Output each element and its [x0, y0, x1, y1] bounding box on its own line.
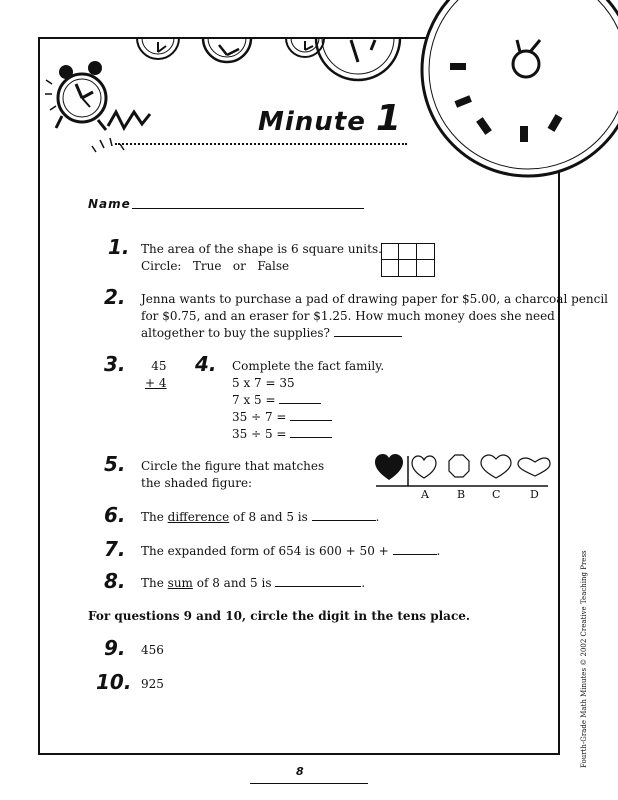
- title-word: Minute: [258, 107, 366, 137]
- question-number: 7.: [104, 537, 126, 561]
- question-7-text: The expanded form of 654 is 600 + 50 + .: [141, 544, 441, 558]
- choice-label-d[interactable]: D: [530, 488, 539, 501]
- title-underline: [115, 143, 407, 145]
- page-title: [258, 98, 402, 139]
- question-1-text: The area of the shape is 6 square units. Circle: True or False: [141, 242, 382, 273]
- copyright-credit: Fourth-Grade Math Minutes © 2002 Creative Teaching Press: [580, 550, 588, 768]
- question-number: 8.: [104, 569, 126, 593]
- question-number: 4.: [195, 352, 217, 376]
- question-3-problem: 45 + 4: [145, 359, 167, 390]
- question-number: 9.: [104, 636, 126, 660]
- clock-icon: [203, 38, 251, 62]
- instructions-text: For questions 9 and 10, circle the digit in the tens place.: [88, 609, 471, 623]
- question-2-text: Jenna wants to purchase a pad of drawing paper for $5.00, a charcoal pencil for $0.75, and an eraser for $1.25. How much money does she need altogether to buy the supplies?: [141, 292, 608, 340]
- question-4-text: Complete the fact family. 5 x 7 = 35 7 x 5 = 35 ÷ 7 = 35 ÷ 5 =: [232, 359, 385, 441]
- choice-label-a[interactable]: A: [421, 488, 429, 501]
- heart-icon[interactable]: [518, 458, 550, 476]
- answer-blank[interactable]: [393, 543, 437, 555]
- footer-rule: [250, 783, 368, 784]
- name-field[interactable]: [132, 208, 364, 209]
- clock-icon: [316, 38, 400, 80]
- answer-blank[interactable]: [312, 509, 376, 521]
- question-10-number[interactable]: 925: [141, 677, 164, 691]
- clock-icon: [422, 0, 618, 176]
- question-9-number[interactable]: 456: [141, 643, 164, 657]
- answer-blank[interactable]: [275, 575, 361, 587]
- question-5-text: Circle the figure that matches the shaded figure:: [141, 459, 325, 490]
- question-number: 1.: [108, 235, 130, 259]
- octagon-icon[interactable]: [449, 455, 469, 477]
- answer-blank[interactable]: [334, 325, 402, 337]
- question-number: 10.: [96, 670, 132, 694]
- answer-blank[interactable]: [290, 426, 332, 438]
- clock-icon: [137, 38, 179, 59]
- answer-blank[interactable]: [279, 392, 321, 404]
- heart-icon: [375, 454, 403, 480]
- question-number: 2.: [104, 285, 126, 309]
- choice-label-c[interactable]: C: [492, 488, 501, 501]
- answer-blank[interactable]: [290, 409, 332, 421]
- heart-icon[interactable]: [481, 455, 511, 478]
- page-number: 8: [296, 765, 304, 778]
- question-number: 6.: [104, 503, 126, 527]
- area-grid-shape: [381, 243, 435, 277]
- question-8-text: The sum of 8 and 5 is .: [141, 576, 366, 590]
- question-6-text: The difference of 8 and 5 is .: [141, 510, 380, 524]
- shape-choices: [372, 448, 552, 490]
- choice-label-b[interactable]: B: [457, 488, 466, 501]
- name-label: Name: [88, 197, 131, 211]
- alarm-clock-icon: [45, 61, 150, 152]
- question-number: 3.: [104, 352, 126, 376]
- heart-icon[interactable]: [412, 456, 436, 478]
- title-number: 1: [375, 98, 402, 139]
- question-number: 5.: [104, 452, 126, 476]
